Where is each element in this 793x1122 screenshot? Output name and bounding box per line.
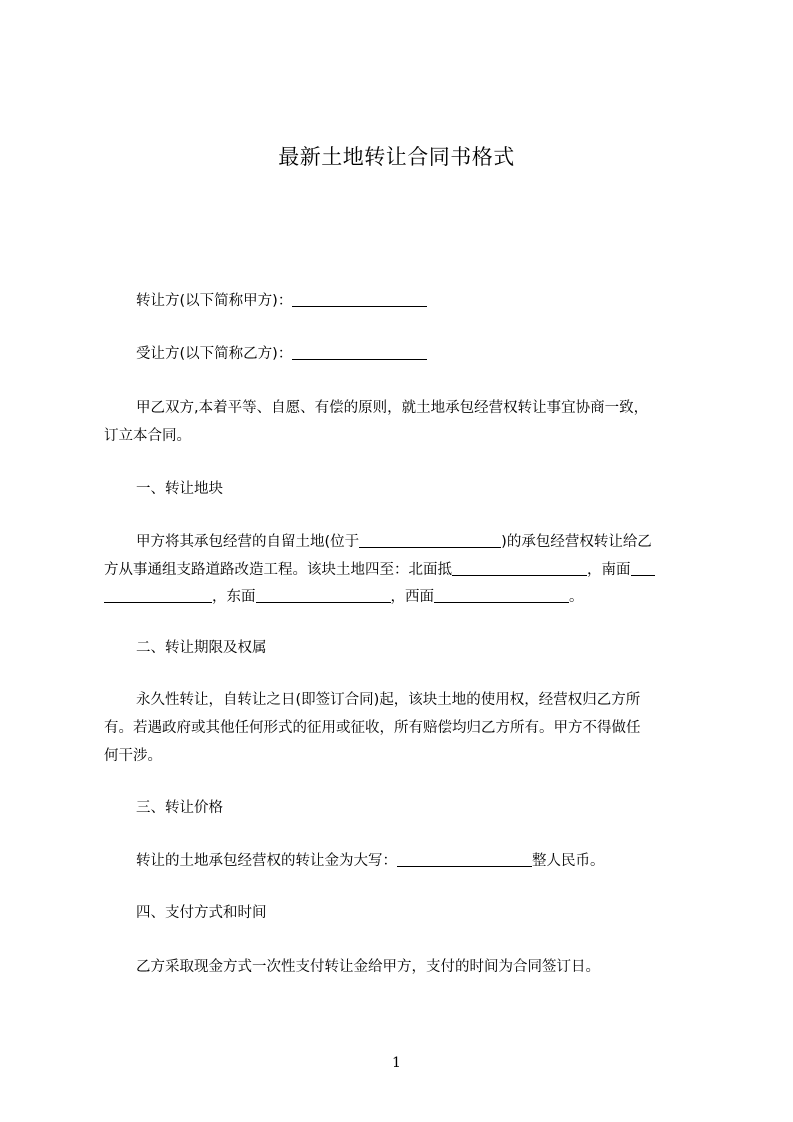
section-2-line-1: 永久性转让，自转让之日(即签订合同)起，该块土地的使用权，经营权归乙方所 [136,692,641,708]
transferor-line [104,290,736,311]
section-1-line-2 [104,559,704,580]
section-1-text-a: 甲方将其承包经营的自留土地(位于 [136,534,360,550]
section-2-heading: 二、转让期限及权属 [136,640,267,656]
location-blank [359,531,501,548]
transferee-label: 受让方(以下简称乙方)： [136,346,293,362]
section-3-heading: 三、转让价格 [136,800,223,816]
transferee-blank [292,343,427,360]
section-1-text-c: 方从事通组支路道路改造工程。该块土地四至：北面抵 [104,562,452,578]
south-boundary-blank-start [631,559,655,576]
section-1-text-e: ，东面 [212,589,256,605]
section-4-heading: 四、支付方式和时间 [136,905,267,921]
preamble-line-2: 订立本合同。 [104,428,191,444]
south-boundary-blank [104,586,212,603]
price-blank [397,850,532,867]
transferee-line [104,343,736,364]
section-1-heading: 一、转让地块 [136,481,223,497]
transferor-label: 转让方(以下简称甲方)： [136,293,293,309]
section-3-text-b: 整人民币。 [532,853,605,869]
section-2-line-2: 有。若遇政府或其他任何形式的征用或征收，所有赔偿均归乙方所有。甲方不得做任 [104,720,641,736]
section-1-line-3 [104,586,704,607]
section-3-text-a: 转让的土地承包经营权的转让金为大写： [136,853,397,869]
west-boundary-blank [434,586,569,603]
section-1-text-f: ，西面 [390,589,434,605]
section-1-line-1 [104,531,736,552]
section-1-text-d: ，南面 [587,562,631,578]
transferor-blank [292,290,427,307]
east-boundary-blank [256,586,391,603]
section-3-line-1 [104,850,736,871]
preamble-line-1: 甲乙双方,本着平等、自愿、有偿的原则，就土地承包经营权转让事宜协商一致， [136,400,649,416]
document-title: 最新土地转让合同书格式 [278,145,515,169]
section-1-text-b: )的承包经营权转让给乙 [501,534,652,550]
page-number: 1 [392,1055,401,1071]
north-boundary-blank [452,559,587,576]
section-4-line-1: 乙方采取现金方式一次性支付转让金给甲方，支付的时间为合同签订日。 [136,959,600,975]
section-2-line-3: 何干涉。 [104,748,162,764]
section-1-text-g: 。 [569,589,584,605]
